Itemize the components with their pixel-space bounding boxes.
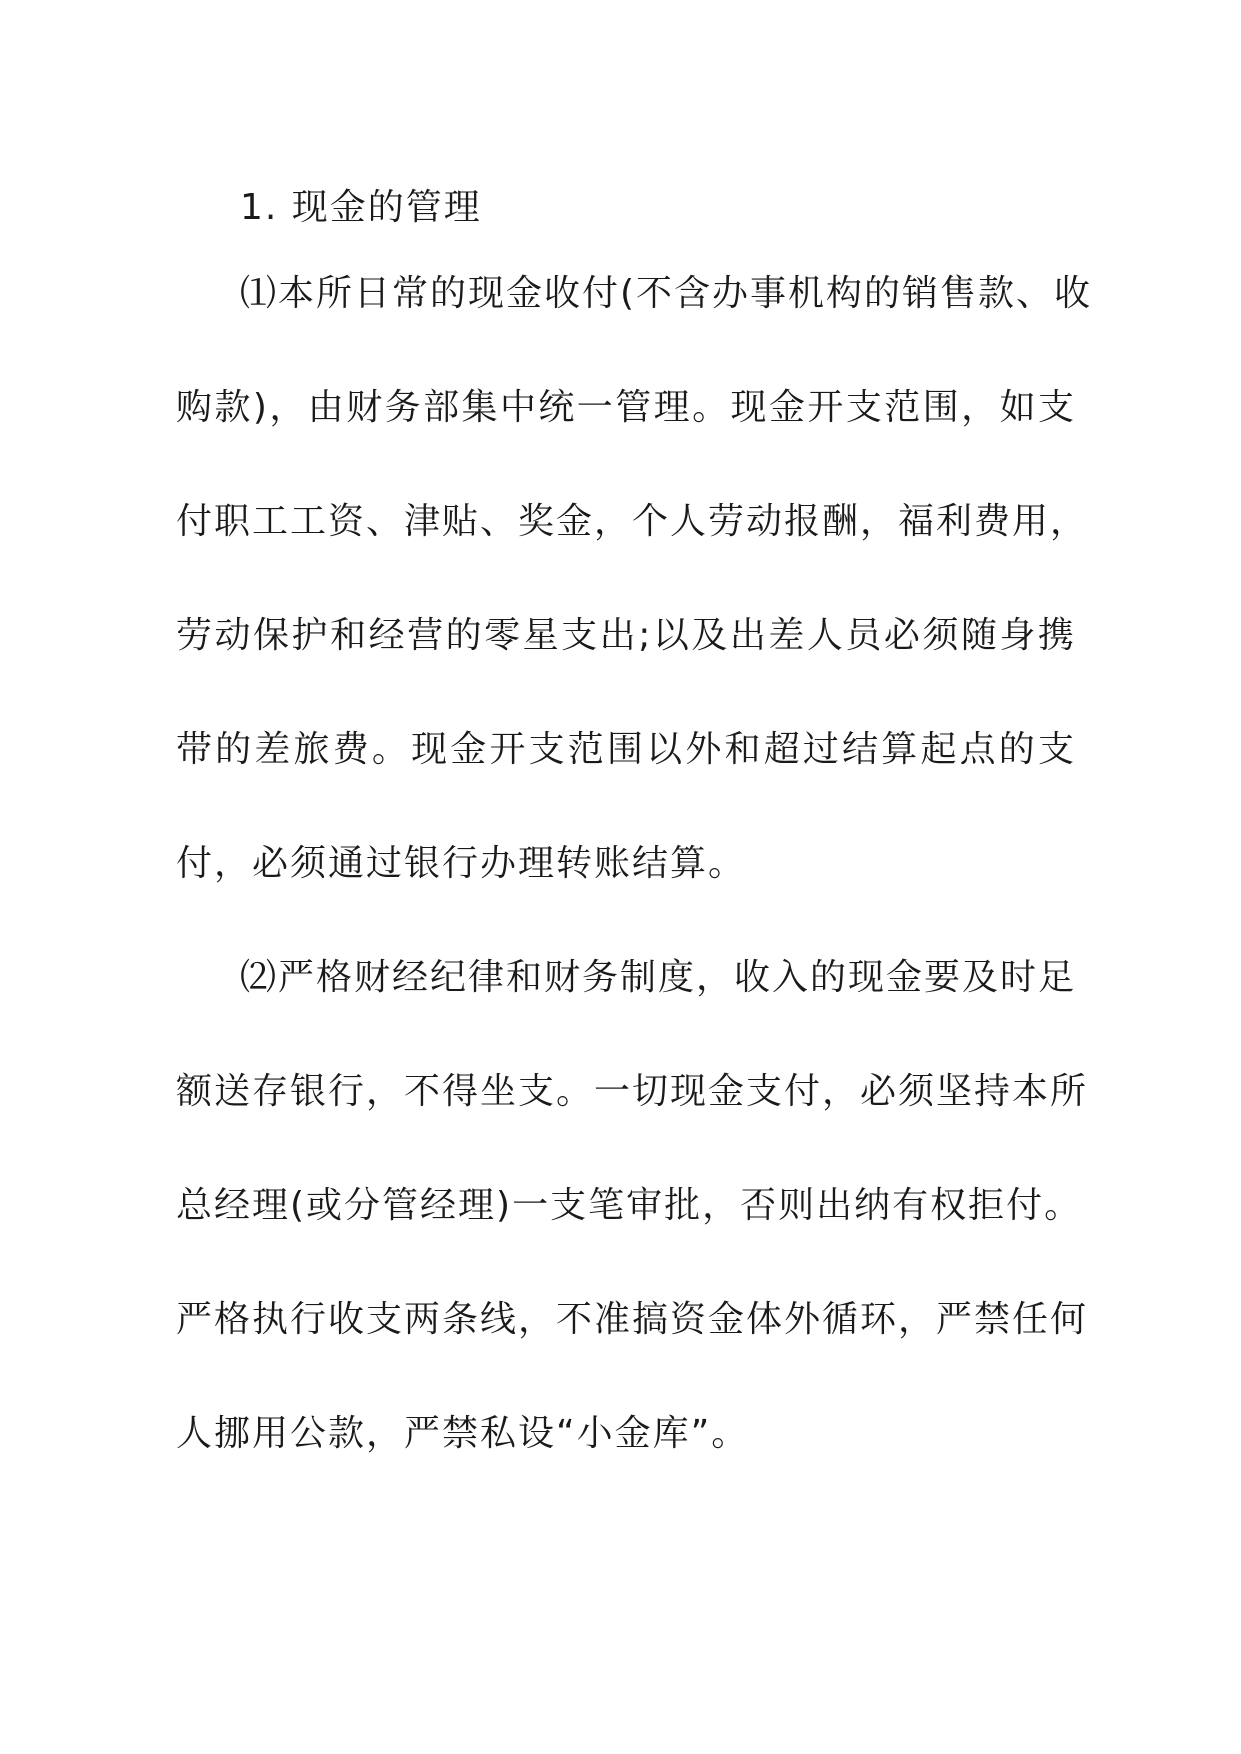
paragraph-line: 额送存银行，不得坐支。一切现金支付，必须坚持本所 bbox=[176, 1071, 1089, 1112]
paragraph-line: 劳动保护和经营的零星支出;以及出差人员必须随身携 bbox=[176, 615, 1076, 656]
paragraph-line: 付职工工资、津贴、奖金，个人劳动报酬，福利费用， bbox=[176, 501, 1089, 542]
paragraph-line: 付，必须通过银行办理转账结算。 bbox=[176, 843, 747, 884]
section-heading: 1. 现金的管理 bbox=[240, 187, 482, 228]
paragraph-line: 带的差旅费。现金开支范围以外和超过结算起点的支 bbox=[176, 729, 1076, 770]
paragraph-line: 购款)，由财务部集中统一管理。现金开支范围，如支 bbox=[176, 387, 1076, 428]
paragraph-line: 人挪用公款，严禁私设“小金库”。 bbox=[176, 1413, 750, 1454]
paragraph-line: 总经理(或分管经理)一支笔审批，否则出纳有权拒付。 bbox=[176, 1185, 1083, 1226]
paragraph-line: ⑴本所日常的现金收付(不含办事机构的销售款、收 bbox=[240, 273, 1093, 314]
paragraph-line: 严格执行收支两条线，不准搞资金体外循环，严禁任何 bbox=[176, 1299, 1089, 1340]
paragraph-line: ⑵严格财经纪律和财务制度，收入的现金要及时足 bbox=[240, 957, 1077, 998]
